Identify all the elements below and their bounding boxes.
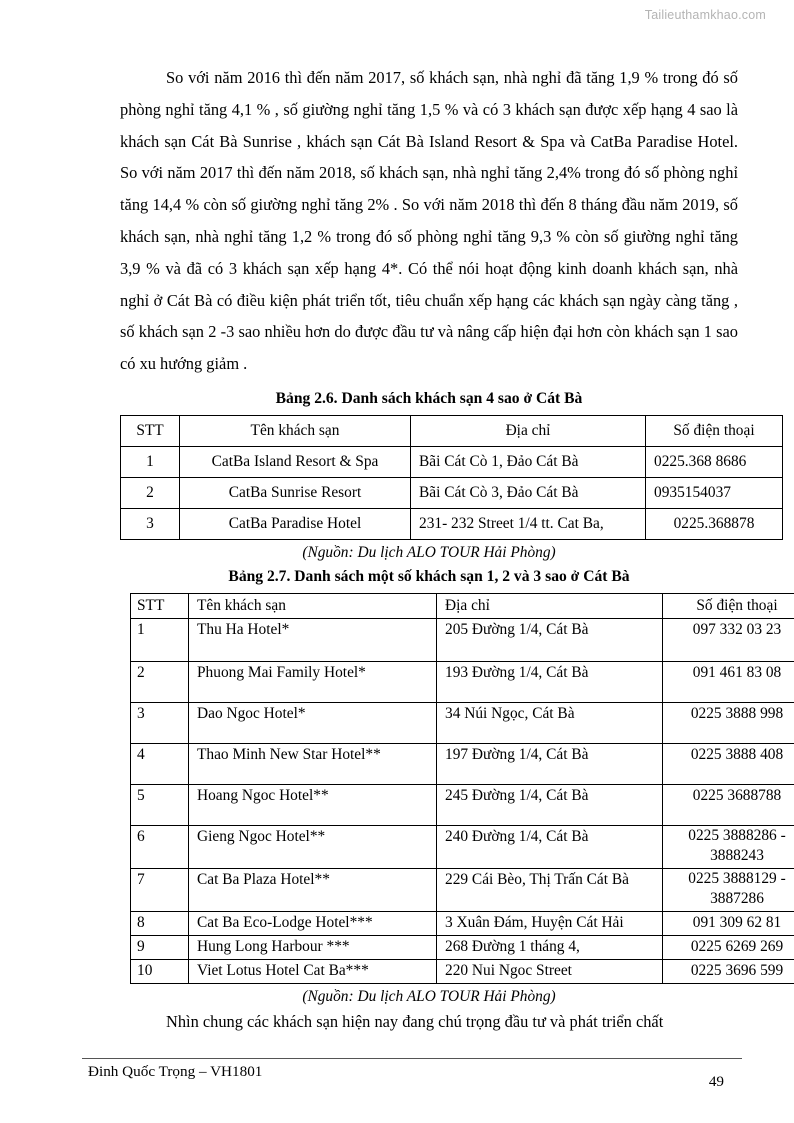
cell-name: CatBa Island Resort & Spa (180, 446, 411, 477)
table-header-row (131, 593, 794, 618)
cell-address: 240 Đường 1/4, Cát Bà (437, 825, 663, 868)
cell-name: Hoang Ngoc Hotel** (189, 784, 437, 825)
tail-paragraph: Nhìn chung các khách sạn hiện nay đang chú trọng đầu tư và phát triển chất (166, 1011, 664, 1031)
table-27-source: (Nguồn: Du lịch ALO TOUR Hải Phòng) (302, 987, 556, 1005)
cell-address: 205 Đường 1/4, Cát Bà (437, 618, 663, 661)
cell-phone: 0225 3696 599 (663, 959, 794, 983)
column-header-phone: Số điện thoại (646, 415, 783, 446)
cell-phone: 0225 3888286 - 3888243 (663, 825, 794, 868)
footer-divider (82, 1058, 742, 1059)
page-content (120, 62, 786, 1035)
table-row (131, 868, 794, 911)
cell-phone: 0935154037 (646, 477, 783, 508)
cell-phone: 091 461 83 08 (663, 661, 794, 702)
footer-page-number: 49 (708, 1073, 724, 1090)
column-header-address: Địa chỉ (437, 593, 663, 618)
table-27 (130, 593, 794, 984)
body-paragraph: So với năm 2016 thì đến năm 2017, số khách sạn, nhà nghỉ đã tăng 1,9 % trong đó số phòng nghỉ tăng 4,1 % , số giường nghỉ tăng 1,5 % và có 3 khách sạn được xếp hạng 4 sao là khách sạn Cát Bà Sunrise , khách sạn Cát Bà Island Resort & Spa và CatBa Paradise Hotel. So với năm 2017 thì đến năm 2018, số khách sạn, nhà nghỉ tăng 2,4% trong đó số phòng nghỉ tăng 14,4 % còn số giường nghỉ tăng 2% . So với năm 2018 thì đến 8 tháng đầu năm 2019, số khách sạn, nhà nghỉ tăng 1,2 % trong đó số phòng nghỉ tăng 9,3 % còn số giường nghỉ tăng 3,9 % và đã có 3 khách sạn xếp hạng 4*. Có thể nói hoạt động kinh doanh khách sạn, nhà nghỉ ở Cát Bà có điều kiện phát triển tốt, tiêu chuẩn xếp hạng các khách sạn ngày càng tăng , số khách sạn 2 -3 sao nhiều hơn do được đầu tư và nâng cấp hiện đại hơn còn khách sạn 1 sao có xu hướng giảm . (120, 68, 738, 374)
footer-author: Đinh Quốc Trọng – VH1801 (88, 1063, 263, 1080)
table-row (121, 508, 783, 539)
cell-stt: 4 (131, 743, 189, 784)
cell-phone: 0225 3888 998 (663, 702, 794, 743)
cell-stt: 2 (131, 661, 189, 702)
cell-phone: 0225.368 8686 (646, 446, 783, 477)
watermark: Tailieuthamkhao.com (644, 8, 766, 22)
column-header-phone: Số điện thoại (663, 593, 794, 618)
cell-stt: 2 (121, 477, 180, 508)
cell-address: 231- 232 Street 1/4 tt. Cat Ba, (411, 508, 646, 539)
table-26 (120, 415, 783, 540)
cell-phone: 0225 6269 269 (663, 935, 794, 959)
footer-row (82, 1063, 742, 1091)
cell-address: Bãi Cát Cò 1, Đảo Cát Bà (411, 446, 646, 477)
table-row (131, 618, 794, 661)
cell-name: Dao Ngoc Hotel* (189, 702, 437, 743)
table-row (131, 825, 794, 868)
cell-name: CatBa Sunrise Resort (180, 477, 411, 508)
cell-name: Phuong Mai Family Hotel* (189, 661, 437, 702)
cell-stt: 1 (121, 446, 180, 477)
column-header-stt: STT (121, 415, 180, 446)
cell-phone: 0225.368878 (646, 508, 783, 539)
table-row (131, 661, 794, 702)
cell-name: Cat Ba Plaza Hotel** (189, 868, 437, 911)
table-row (131, 911, 794, 935)
table-26-source: (Nguồn: Du lịch ALO TOUR Hải Phòng) (302, 543, 556, 561)
table-row (131, 743, 794, 784)
cell-address: 197 Đường 1/4, Cát Bà (437, 743, 663, 784)
column-header-address: Địa chỉ (411, 415, 646, 446)
column-header-name: Tên khách sạn (180, 415, 411, 446)
table-header-row (121, 415, 783, 446)
cell-address: 193 Đường 1/4, Cát Bà (437, 661, 663, 702)
table-26-caption: Bảng 2.6. Danh sách khách sạn 4 sao ở Cát Bà (275, 389, 583, 407)
cell-phone: 0225 3688788 (663, 784, 794, 825)
cell-name: Thu Ha Hotel* (189, 618, 437, 661)
cell-phone: 091 309 62 81 (663, 911, 794, 935)
cell-stt: 9 (131, 935, 189, 959)
cell-address: 268 Đường 1 tháng 4, (437, 935, 663, 959)
cell-address: 245 Đường 1/4, Cát Bà (437, 784, 663, 825)
cell-name: Viet Lotus Hotel Cat Ba*** (189, 959, 437, 983)
cell-address: 3 Xuân Đám, Huyện Cát Hải (437, 911, 663, 935)
cell-stt: 7 (131, 868, 189, 911)
cell-name: CatBa Paradise Hotel (180, 508, 411, 539)
cell-name: Cat Ba Eco-Lodge Hotel*** (189, 911, 437, 935)
cell-address: 34 Núi Ngọc, Cát Bà (437, 702, 663, 743)
cell-stt: 6 (131, 825, 189, 868)
column-header-name: Tên khách sạn (189, 593, 437, 618)
cell-address: Bãi Cát Cò 3, Đảo Cát Bà (411, 477, 646, 508)
table-27-caption: Bảng 2.7. Danh sách một số khách sạn 1, 2 và 3 sao ở Cát Bà (228, 567, 630, 585)
table-row (131, 784, 794, 825)
table-row (121, 477, 783, 508)
cell-name: Thao Minh New Star Hotel** (189, 743, 437, 784)
table-row (131, 959, 794, 983)
cell-stt: 10 (131, 959, 189, 983)
cell-address: 220 Nui Ngoc Street (437, 959, 663, 983)
cell-phone: 0225 3888129 - 3887286 (663, 868, 794, 911)
cell-phone: 0225 3888 408 (663, 743, 794, 784)
cell-name: Hung Long Harbour *** (189, 935, 437, 959)
cell-phone: 097 332 03 23 (663, 618, 794, 661)
cell-name: Gieng Ngoc Hotel** (189, 825, 437, 868)
page-footer (82, 1058, 742, 1091)
column-header-stt: STT (131, 593, 189, 618)
table-row (121, 446, 783, 477)
cell-stt: 3 (121, 508, 180, 539)
cell-stt: 5 (131, 784, 189, 825)
cell-stt: 8 (131, 911, 189, 935)
cell-address: 229 Cái Bèo, Thị Trấn Cát Bà (437, 868, 663, 911)
cell-stt: 3 (131, 702, 189, 743)
table-row (131, 702, 794, 743)
cell-stt: 1 (131, 618, 189, 661)
table-row (131, 935, 794, 959)
